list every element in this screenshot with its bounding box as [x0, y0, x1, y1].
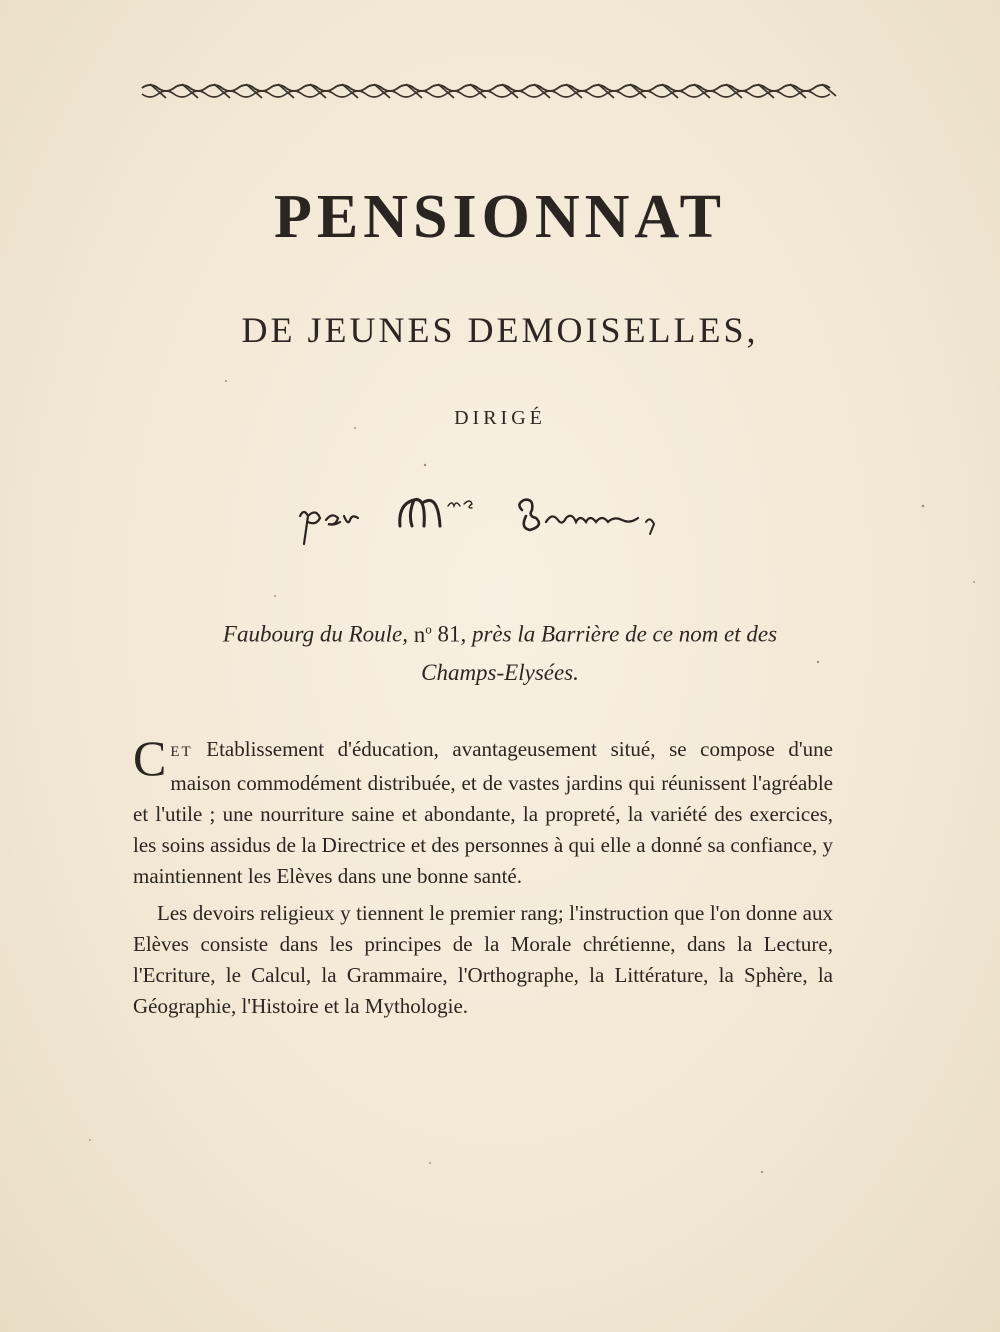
- address-line-2: Champs-Elysées.: [421, 659, 579, 685]
- paragraph-1: [133, 730, 833, 892]
- paragraph-2: Les devoirs religieux y tiennent le premier rang; l'instruction que l'on donne aux Elèves consiste dans les principes de la Morale chrétienne, dans la Lecture, l'Ecriture, le Calcul, la Grammaire, l'Orthographe, la Littérature, la Sphère, la Géographie, l'Histoire et la Mythologie.: [133, 901, 833, 1018]
- wavy-rule-ornament-icon: [140, 80, 840, 102]
- smallcaps-lead: ET: [170, 744, 193, 760]
- document-title: PENSIONNAT: [274, 183, 726, 251]
- address-number: 81: [431, 621, 461, 647]
- address-line-1: [100, 610, 900, 654]
- address-street: Faubourg du Roule,: [222, 621, 408, 647]
- handwritten-signature-icon: [290, 486, 710, 556]
- address-no-label: $n^o$: [413, 621, 432, 647]
- address-block: [100, 610, 900, 692]
- dirige-label: DIRIGÉ: [454, 407, 546, 429]
- paragraph-1-text: Etablissement d'éducation, avantageusement situé, se compose d'une maison commodément distribuée, et de vastes jardins qui réunissent l'agréable et l'utile ; une nourriture saine et abondante, la propreté, la variété des exercices, les soins assidus de la Directrice et des personnes à qui elle a donné sa confiance, y maintiennent les Elèves dans une bonne santé.: [133, 737, 833, 888]
- document-subtitle: DE JEUNES DEMOISELLES,: [241, 310, 759, 350]
- address-part2: , près la Barrière de ce nom et des: [460, 621, 778, 647]
- dropcap: C: [133, 730, 167, 786]
- body-text: [133, 730, 833, 1028]
